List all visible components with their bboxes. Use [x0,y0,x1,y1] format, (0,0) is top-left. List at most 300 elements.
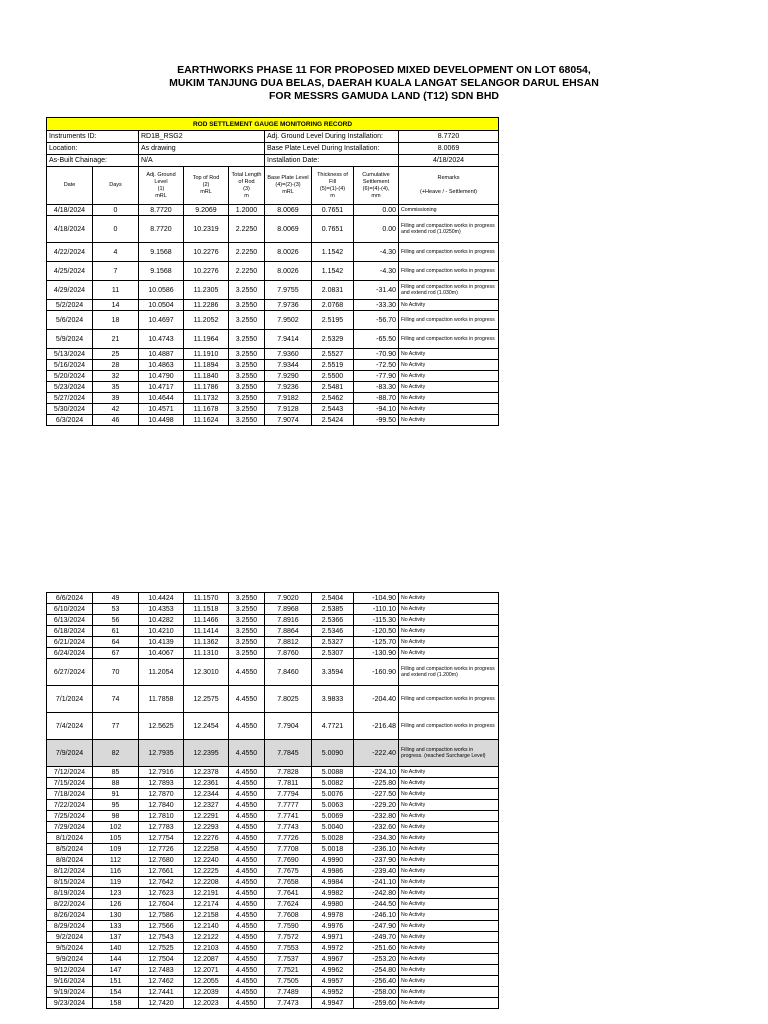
adj-ground-cell: 12.7726 [139,844,184,855]
table-row [47,866,499,877]
remarks-cell: No Activity [399,371,499,382]
total-length-cell: 4.4550 [229,767,265,778]
days-cell: 42 [93,404,139,415]
date-cell: 9/16/2024 [47,976,93,987]
adj-ground-cell: 12.7680 [139,855,184,866]
col-cumulative: Cumulative Settlement (6)=(4)-(4), mm [354,167,399,205]
remarks-cell: No Activity [399,965,499,976]
table-row [47,910,499,921]
date-cell: 6/6/2024 [47,593,93,604]
days-cell: 154 [93,987,139,998]
top-of-rod-cell: 12.2071 [184,965,229,976]
total-length-cell: 4.4550 [229,932,265,943]
total-length-cell: 4.4550 [229,778,265,789]
thickness-cell: 2.5519 [312,360,354,371]
days-cell: 137 [93,932,139,943]
base-plate-cell: 7.8460 [265,659,312,686]
remarks-cell: No Activity [399,615,499,626]
days-cell: 25 [93,349,139,360]
remarks-cell: No Activity [399,300,499,311]
date-cell: 6/27/2024 [47,659,93,686]
date-cell: 5/6/2024 [47,311,93,330]
days-cell: 119 [93,877,139,888]
remarks-cell: Filling and compaction works in progress. (reached Surcharge Level) [399,740,499,767]
remarks-cell: No Activity [399,360,499,371]
top-of-rod-cell: 12.2055 [184,976,229,987]
total-length-cell: 3.2550 [229,615,265,626]
days-cell: 102 [93,822,139,833]
table-row [47,604,499,615]
top-of-rod-cell: 12.2122 [184,932,229,943]
table-row [47,800,499,811]
total-length-cell: 4.4550 [229,943,265,954]
top-of-rod-cell: 11.1786 [184,382,229,393]
top-of-rod-cell: 12.2087 [184,954,229,965]
total-length-cell: 3.2550 [229,382,265,393]
top-of-rod-cell: 11.1310 [184,648,229,659]
days-cell: 133 [93,921,139,932]
remarks-cell: No Activity [399,822,499,833]
base-plate-cell: 7.7777 [265,800,312,811]
date-cell: 5/27/2024 [47,393,93,404]
base-plate-cell: 7.9502 [265,311,312,330]
table-row [47,965,499,976]
thickness-cell: 1.1542 [312,262,354,281]
cumulative-cell: -232.60 [354,822,399,833]
cumulative-cell: -99.50 [354,415,399,426]
total-length-cell: 4.4550 [229,800,265,811]
thickness-cell: 1.1542 [312,243,354,262]
thickness-cell: 4.9972 [312,943,354,954]
adj-ground-cell: 10.4571 [139,404,184,415]
thickness-cell: 2.5527 [312,349,354,360]
cumulative-cell: -70.90 [354,349,399,360]
base-plate-cell: 7.7590 [265,921,312,932]
base-plate-cell: 7.7904 [265,713,312,740]
top-of-rod-cell: 12.2240 [184,855,229,866]
thickness-cell: 5.0018 [312,844,354,855]
top-of-rod-cell: 11.1894 [184,360,229,371]
top-of-rod-cell: 11.2286 [184,300,229,311]
days-cell: 53 [93,604,139,615]
remarks-cell: No Activity [399,393,499,404]
thickness-cell: 5.0063 [312,800,354,811]
date-cell: 8/22/2024 [47,899,93,910]
base-plate-cell: 8.0026 [265,243,312,262]
base-plate-cell: 7.8864 [265,626,312,637]
base-plate-cell: 7.7608 [265,910,312,921]
total-length-cell: 4.4550 [229,789,265,800]
days-cell: 39 [93,393,139,404]
adj-ground-cell: 8.7720 [139,216,184,243]
document-title [0,64,768,103]
adj-ground-cell: 9.1568 [139,262,184,281]
total-length-cell: 3.2550 [229,593,265,604]
col-date: Date [47,167,93,205]
base-plate-cell: 7.9736 [265,300,312,311]
table-row [47,932,499,943]
top-of-rod-cell: 10.2319 [184,216,229,243]
days-cell: 74 [93,686,139,713]
top-of-rod-cell: 12.2327 [184,800,229,811]
remarks-cell: No Activity [399,767,499,778]
remarks-cell: No Activity [399,604,499,615]
top-of-rod-cell: 12.2454 [184,713,229,740]
base-plate-cell: 7.7624 [265,899,312,910]
date-cell: 8/15/2024 [47,877,93,888]
thickness-cell: 4.9980 [312,899,354,910]
adj-ground-cell: 12.7441 [139,987,184,998]
table-row [47,822,499,833]
base-plate-cell: 7.9344 [265,360,312,371]
base-plate-cell: 7.7572 [265,932,312,943]
remarks-cell: No Activity [399,954,499,965]
adj-ground-cell: 10.4717 [139,382,184,393]
table-row [47,899,499,910]
cumulative-cell: -222.40 [354,740,399,767]
adj-ground-cell: 12.7586 [139,910,184,921]
top-of-rod-cell: 12.2191 [184,888,229,899]
thickness-cell: 4.9962 [312,965,354,976]
days-cell: 18 [93,311,139,330]
table-row [47,659,499,686]
title-line-1: EARTHWORKS PHASE 11 FOR PROPOSED MIXED DEVELOPMENT ON LOT 68054, [177,64,591,76]
top-of-rod-cell: 12.2103 [184,943,229,954]
thickness-cell: 2.5462 [312,393,354,404]
date-cell: 4/25/2024 [47,262,93,281]
days-cell: 126 [93,899,139,910]
thickness-cell: 2.0768 [312,300,354,311]
total-length-cell: 4.4550 [229,811,265,822]
total-length-cell: 3.2550 [229,360,265,371]
days-cell: 0 [93,216,139,243]
total-length-cell: 3.2550 [229,626,265,637]
thickness-cell: 4.9990 [312,855,354,866]
cumulative-cell: 0.00 [354,216,399,243]
cumulative-cell: -229.20 [354,800,399,811]
thickness-cell: 5.0069 [312,811,354,822]
adj-ground-level-label: Adj. Ground Level During Installation: [265,131,399,143]
days-cell: 140 [93,943,139,954]
base-plate-cell: 7.7489 [265,987,312,998]
top-of-rod-cell: 11.1518 [184,604,229,615]
remarks-cell: No Activity [399,648,499,659]
base-plate-cell: 7.7473 [265,998,312,1009]
adj-ground-cell: 12.5625 [139,713,184,740]
chainage-value: N/A [139,155,265,167]
base-plate-cell: 8.0069 [265,205,312,216]
cumulative-cell: 0.00 [354,205,399,216]
remarks-cell: No Activity [399,626,499,637]
table-row [47,593,499,604]
date-cell: 8/12/2024 [47,866,93,877]
thickness-cell: 2.5346 [312,626,354,637]
total-length-cell: 3.2550 [229,393,265,404]
date-cell: 8/8/2024 [47,855,93,866]
days-cell: 98 [93,811,139,822]
thickness-cell: 2.5307 [312,648,354,659]
total-length-cell: 4.4550 [229,921,265,932]
days-cell: 105 [93,833,139,844]
date-cell: 5/9/2024 [47,330,93,349]
adj-ground-cell: 12.7420 [139,998,184,1009]
thickness-cell: 4.9952 [312,987,354,998]
date-cell: 4/29/2024 [47,281,93,300]
date-cell: 9/2/2024 [47,932,93,943]
adj-ground-cell: 12.7504 [139,954,184,965]
adj-ground-cell: 12.7754 [139,833,184,844]
remarks-cell: Filling and compaction works in progress [399,686,499,713]
adj-ground-cell: 10.4498 [139,415,184,426]
adj-ground-cell: 10.0504 [139,300,184,311]
date-cell: 7/12/2024 [47,767,93,778]
adj-ground-cell: 12.7810 [139,811,184,822]
days-cell: 123 [93,888,139,899]
date-cell: 6/10/2024 [47,604,93,615]
base-plate-cell: 7.9074 [265,415,312,426]
date-cell: 9/9/2024 [47,954,93,965]
date-cell: 4/18/2024 [47,216,93,243]
base-plate-cell: 7.7641 [265,888,312,899]
base-plate-cell: 7.7505 [265,976,312,987]
instruments-id-value: RD1B_RSG2 [139,131,265,143]
top-of-rod-cell: 12.2293 [184,822,229,833]
adj-ground-cell: 10.4067 [139,648,184,659]
base-plate-cell: 7.8916 [265,615,312,626]
base-plate-cell: 7.7845 [265,740,312,767]
days-cell: 158 [93,998,139,1009]
table-row [47,216,499,243]
table-row [47,205,499,216]
thickness-cell: 5.0028 [312,833,354,844]
date-cell: 5/30/2024 [47,404,93,415]
date-cell: 6/21/2024 [47,637,93,648]
cumulative-cell: -251.60 [354,943,399,954]
date-cell: 5/2/2024 [47,300,93,311]
remarks-cell: Filling and compaction works in progress [399,330,499,349]
date-cell: 8/5/2024 [47,844,93,855]
remarks-cell: No Activity [399,910,499,921]
thickness-cell: 5.0088 [312,767,354,778]
adj-ground-cell: 10.4644 [139,393,184,404]
remarks-cell: Filling and compaction works in progress [399,311,499,330]
date-cell: 7/9/2024 [47,740,93,767]
table-row [47,360,499,371]
remarks-cell: No Activity [399,637,499,648]
thickness-cell: 0.7651 [312,216,354,243]
cumulative-cell: -225.80 [354,778,399,789]
adj-ground-cell: 10.4790 [139,371,184,382]
table-row [47,877,499,888]
cumulative-cell: -88.70 [354,393,399,404]
base-plate-cell: 7.7811 [265,778,312,789]
top-of-rod-cell: 12.2225 [184,866,229,877]
monitoring-record-table-continued [46,592,499,1009]
top-of-rod-cell: 12.2344 [184,789,229,800]
days-cell: 147 [93,965,139,976]
top-of-rod-cell: 12.2276 [184,833,229,844]
top-of-rod-cell: 12.2140 [184,921,229,932]
cumulative-cell: -115.30 [354,615,399,626]
top-of-rod-cell: 11.1362 [184,637,229,648]
remarks-cell: Filling and compaction works in progress [399,713,499,740]
top-of-rod-cell: 12.2158 [184,910,229,921]
top-of-rod-cell: 9.2069 [184,205,229,216]
days-cell: 109 [93,844,139,855]
table-row [47,648,499,659]
thickness-cell: 2.5366 [312,615,354,626]
top-of-rod-cell: 11.1624 [184,415,229,426]
thickness-cell: 5.0082 [312,778,354,789]
table-row [47,943,499,954]
total-length-cell: 4.4550 [229,844,265,855]
thickness-cell: 2.5195 [312,311,354,330]
thickness-cell: 4.7721 [312,713,354,740]
remarks-cell: No Activity [399,593,499,604]
days-cell: 7 [93,262,139,281]
remarks-cell: No Activity [399,778,499,789]
top-of-rod-cell: 12.2039 [184,987,229,998]
days-cell: 112 [93,855,139,866]
cumulative-cell: -125.70 [354,637,399,648]
cumulative-cell: -241.10 [354,877,399,888]
table-row [47,855,499,866]
total-length-cell: 4.4550 [229,976,265,987]
base-plate-cell: 7.7537 [265,954,312,965]
top-of-rod-cell: 11.1570 [184,593,229,604]
date-cell: 7/1/2024 [47,686,93,713]
days-cell: 77 [93,713,139,740]
cumulative-cell: -236.10 [354,844,399,855]
days-cell: 46 [93,415,139,426]
adj-ground-level-value: 8.7720 [399,131,499,143]
cumulative-cell: -244.50 [354,899,399,910]
table-row [47,262,499,281]
table-row [47,844,499,855]
location-value: As drawing [139,143,265,155]
remarks-cell: No Activity [399,899,499,910]
base-plate-cell: 7.7741 [265,811,312,822]
base-plate-cell: 7.7828 [265,767,312,778]
thickness-cell: 2.5443 [312,404,354,415]
cumulative-cell: -72.50 [354,360,399,371]
date-cell: 7/15/2024 [47,778,93,789]
table-row [47,987,499,998]
date-cell: 9/12/2024 [47,965,93,976]
days-cell: 151 [93,976,139,987]
total-length-cell: 3.2550 [229,330,265,349]
days-cell: 28 [93,360,139,371]
top-of-rod-cell: 11.1414 [184,626,229,637]
total-length-cell: 4.4550 [229,888,265,899]
cumulative-cell: -33.30 [354,300,399,311]
adj-ground-cell: 12.7893 [139,778,184,789]
thickness-cell: 5.0076 [312,789,354,800]
base-plate-cell: 7.9290 [265,371,312,382]
top-of-rod-cell: 12.2023 [184,998,229,1009]
cumulative-cell: -94.10 [354,404,399,415]
date-cell: 9/5/2024 [47,943,93,954]
table-row [47,686,499,713]
adj-ground-cell: 9.1568 [139,243,184,262]
remarks-cell: No Activity [399,800,499,811]
adj-ground-cell: 10.4424 [139,593,184,604]
adj-ground-cell: 10.4743 [139,330,184,349]
date-cell: 6/24/2024 [47,648,93,659]
total-length-cell: 4.4550 [229,713,265,740]
base-plate-level-label: Base Plate Level During Installation: [265,143,399,155]
thickness-cell: 2.5385 [312,604,354,615]
date-cell: 8/19/2024 [47,888,93,899]
cumulative-cell: -204.40 [354,686,399,713]
remarks-cell: No Activity [399,382,499,393]
remarks-cell: No Activity [399,943,499,954]
total-length-cell: 3.2550 [229,349,265,360]
top-of-rod-cell: 12.2174 [184,899,229,910]
thickness-cell: 3.3594 [312,659,354,686]
base-plate-cell: 7.8760 [265,648,312,659]
cumulative-cell: -104.90 [354,593,399,604]
cumulative-cell: -31.40 [354,281,399,300]
remarks-cell: No Activity [399,921,499,932]
table-row [47,954,499,965]
cumulative-cell: -237.90 [354,855,399,866]
table-row [47,415,499,426]
cumulative-cell: -83.30 [354,382,399,393]
adj-ground-cell: 12.7462 [139,976,184,987]
total-length-cell: 4.4550 [229,910,265,921]
adj-ground-cell: 10.4887 [139,349,184,360]
base-plate-cell: 7.7794 [265,789,312,800]
total-length-cell: 4.4550 [229,965,265,976]
adj-ground-cell: 10.0586 [139,281,184,300]
adj-ground-cell: 10.4353 [139,604,184,615]
adj-ground-cell: 12.7840 [139,800,184,811]
title-line-2: MUKIM TANJUNG DUA BELAS, DAERAH KUALA LANGAT SELANGOR DARUL EHSAN [169,77,599,89]
thickness-cell: 4.9984 [312,877,354,888]
cumulative-cell: -65.50 [354,330,399,349]
base-plate-cell: 7.9020 [265,593,312,604]
thickness-cell: 4.9986 [312,866,354,877]
top-of-rod-cell: 12.2575 [184,686,229,713]
total-length-cell: 2.2250 [229,243,265,262]
total-length-cell: 3.2550 [229,281,265,300]
col-thickness: Thickness of Fill (5)=(1)-(4) m [312,167,354,205]
cumulative-cell: -254.80 [354,965,399,976]
total-length-cell: 4.4550 [229,855,265,866]
remarks-cell: No Activity [399,877,499,888]
thickness-cell: 2.0831 [312,281,354,300]
total-length-cell: 3.2550 [229,415,265,426]
table-row [47,330,499,349]
adj-ground-cell: 11.2054 [139,659,184,686]
cumulative-cell: -234.30 [354,833,399,844]
days-cell: 88 [93,778,139,789]
days-cell: 35 [93,382,139,393]
total-length-cell: 4.4550 [229,686,265,713]
remarks-cell: Filling and compaction works in progress and extend rod (1.0250m) [399,216,499,243]
remarks-cell: Commissioning [399,205,499,216]
days-cell: 0 [93,205,139,216]
thickness-cell: 4.9967 [312,954,354,965]
adj-ground-cell: 12.7870 [139,789,184,800]
total-length-cell: 3.2550 [229,637,265,648]
thickness-cell: 2.5500 [312,371,354,382]
base-plate-cell: 7.7690 [265,855,312,866]
thickness-cell: 3.9833 [312,686,354,713]
table-row [47,833,499,844]
thickness-cell: 2.5481 [312,382,354,393]
